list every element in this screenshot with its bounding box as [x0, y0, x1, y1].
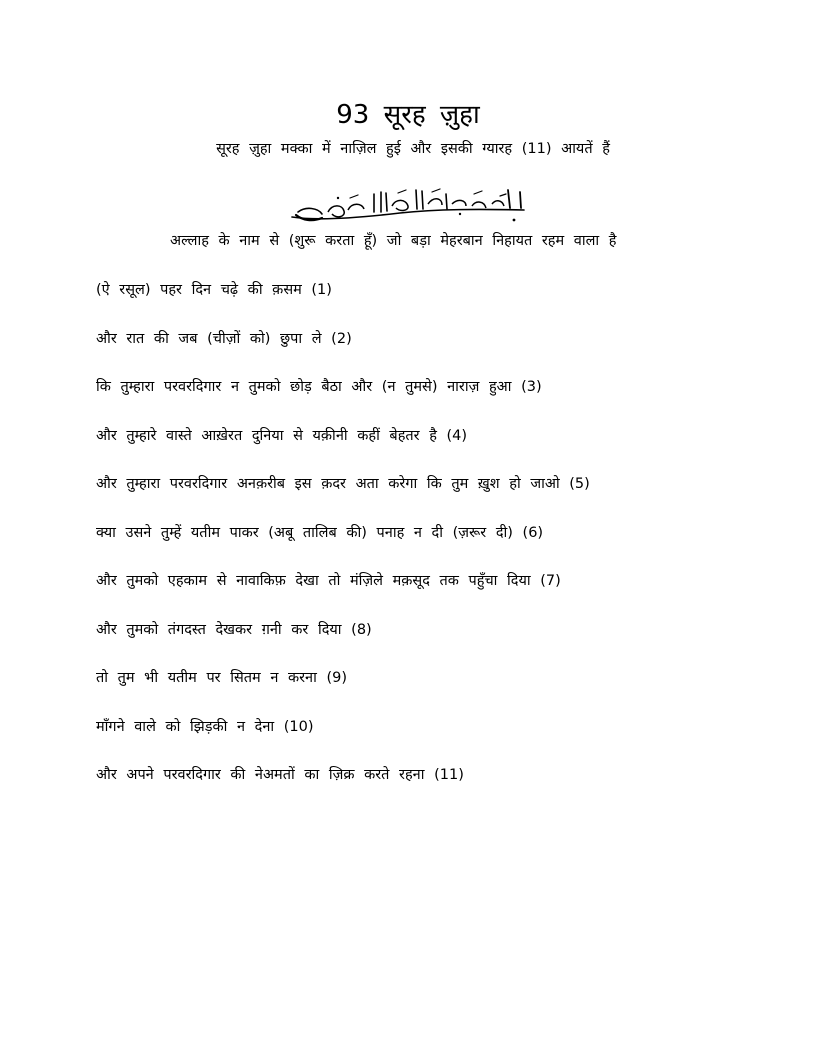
verse-4: और तुम्हारे वास्ते आख़ेरत दुनिया से यक़ीनी कहीं बेहतर है (4): [96, 427, 468, 444]
verse-5: और तुम्हारा परवरदिगार अनक़रीब इस क़दर अता करेगा कि तुम ख़ुश हो जाओ (5): [96, 476, 590, 492]
verse-6: क्या उसने तुम्हें यतीम पाकर (अबू तालिब की) पनाह न दी (ज़रूर दी) (6): [96, 524, 544, 541]
verse-8: और तुमको तंगदस्त देखकर ग़नी कर दिया (8): [96, 621, 372, 638]
verse-11: और अपने परवरदिगार की नेअमतों का ज़िक्र करते रहना (11): [96, 767, 464, 783]
verse-9: तो तुम भी यतीम पर सितम न करना (9): [96, 670, 347, 686]
surah-subtitle: सूरह ज़ुहा मक्का में नाज़िल हुई और इसकी ग्यारह (11) आयतें हैं: [216, 141, 610, 157]
verse-10: माँगने वाले को झिड़की न देना (10): [96, 718, 314, 735]
surah-title: 93 सूरह ज़ुहा: [336, 100, 480, 130]
verse-list: [96, 279, 590, 813]
bismillah-calligraphy: [288, 184, 532, 226]
bismillah-translation: अल्लाह के नाम से (शुरू करता हूँ) जो बड़ा मेहरबान निहायत रहम वाला है: [170, 233, 617, 249]
verse-2: और रात की जब (चीज़ों को) छुपा ले (2): [96, 330, 352, 347]
verse-3: कि तुम्हारा परवरदिगार न तुमको छोड़ बैठा और (न तुमसे) नाराज़ हुआ (3): [96, 379, 542, 395]
verse-1: (ऐ रसूल) पहर दिन चढ़े की क़सम (1): [96, 282, 332, 298]
verse-7: और तुमको एहकाम से नावाकिफ़ देखा तो मंज़िले मक़सूद तक पहुँचा दिया (7): [96, 573, 561, 589]
